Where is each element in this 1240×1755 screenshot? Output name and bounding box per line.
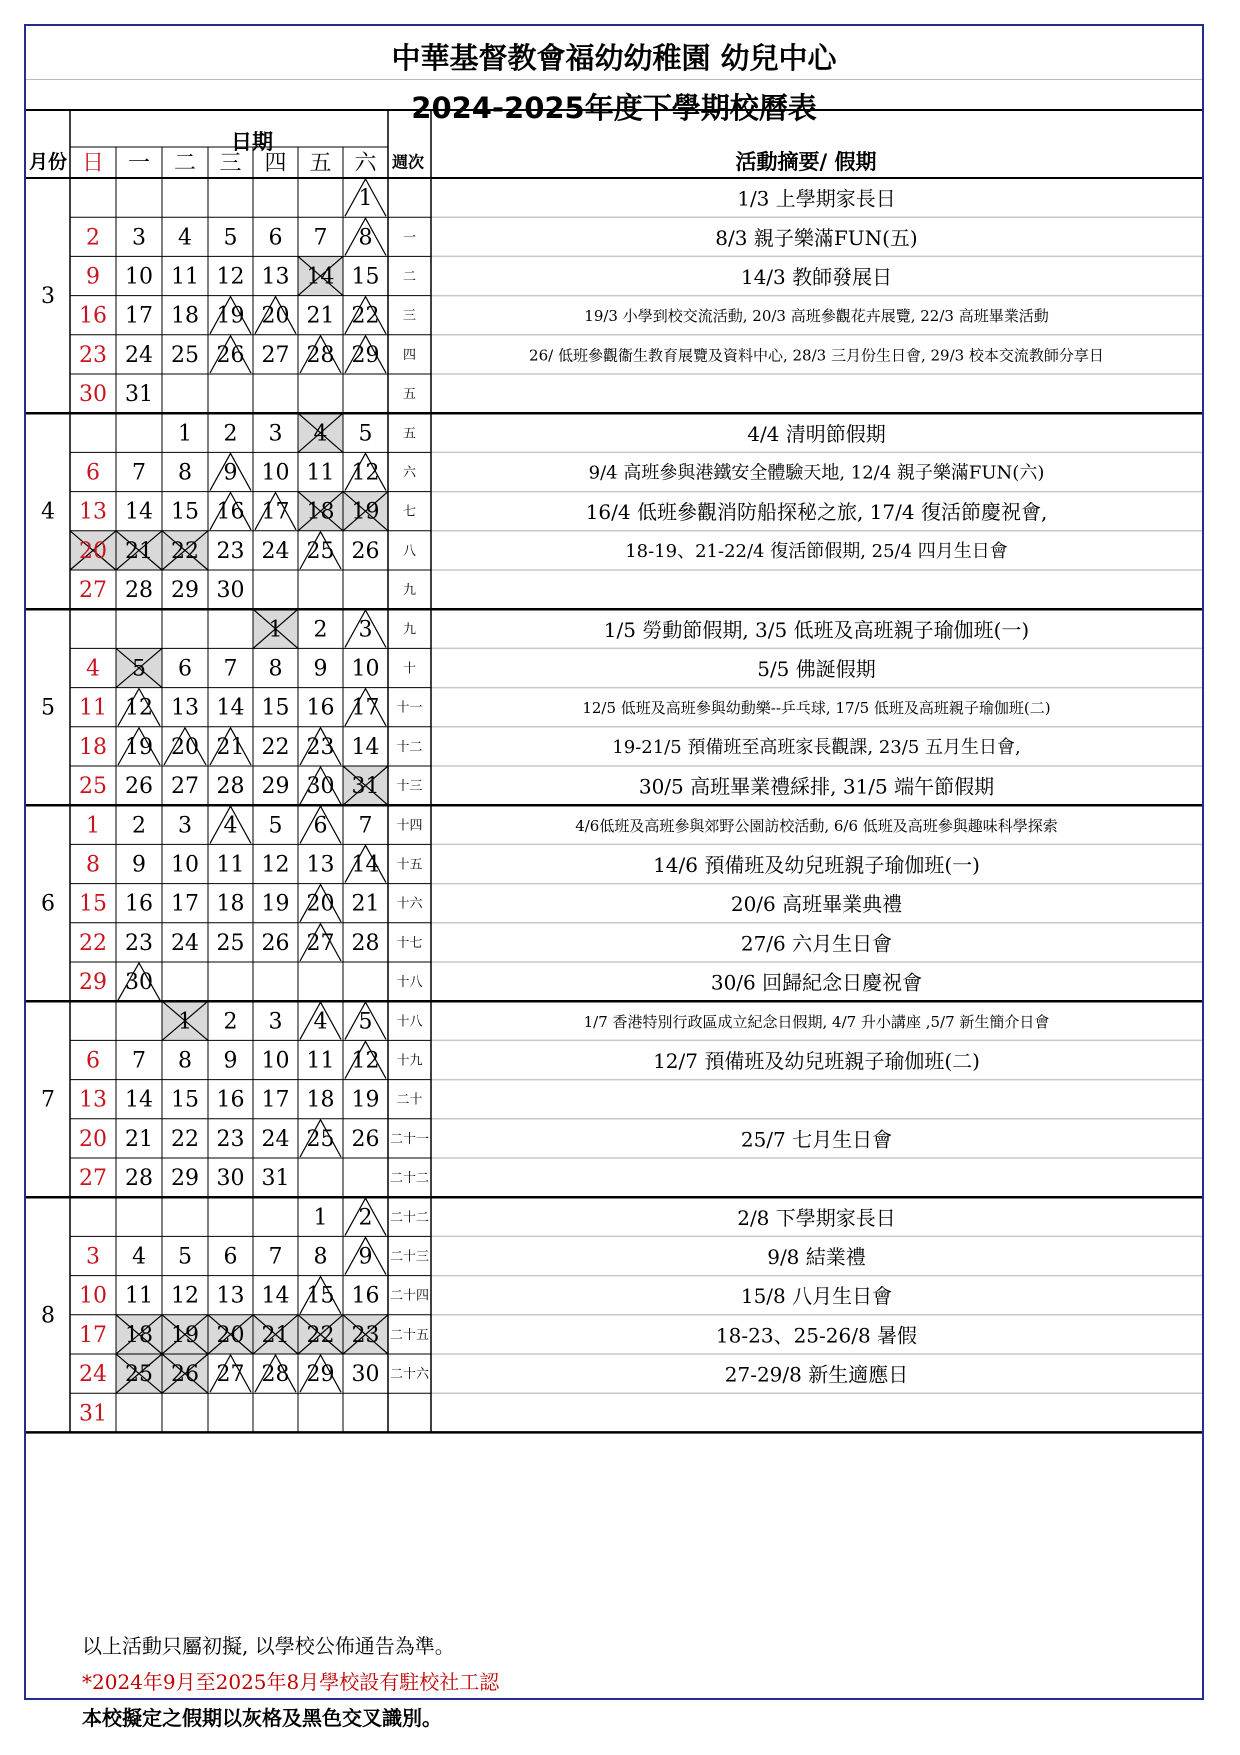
day-number: 6 (313, 813, 328, 839)
day-number: 15 (306, 1283, 335, 1309)
week-number: 十七 (396, 935, 423, 951)
week-number: 二十五 (389, 1327, 430, 1343)
day-number: 13 (306, 852, 335, 878)
day-number: 24 (261, 1126, 290, 1152)
day-number: 21 (125, 538, 153, 564)
day-number: 1 (178, 1009, 192, 1035)
day-number: 10 (171, 852, 199, 878)
day-number: 16 (216, 499, 245, 525)
day-number: 8 (358, 225, 373, 251)
day-number: 9 (86, 264, 100, 290)
day-number: 16 (125, 891, 153, 917)
day-number: 8 (86, 852, 100, 878)
note-line-2: *2024年9月至2025年8月學校設有駐校社工認 (82, 1670, 500, 1694)
day-number: 17 (171, 891, 199, 917)
day-number: 26 (351, 1126, 380, 1152)
day-number: 9 (223, 1048, 238, 1074)
day-number: 2 (132, 813, 146, 839)
day-number: 29 (171, 578, 199, 604)
day-number: 1 (268, 617, 283, 643)
weekday-label: 六 (354, 151, 377, 176)
day-number: 6 (178, 656, 192, 682)
week-number: 十六 (396, 896, 423, 912)
day-number: 25 (306, 1126, 335, 1152)
day-number: 2 (223, 421, 238, 447)
day-number: 18 (306, 1087, 335, 1113)
day-number: 3 (86, 1244, 100, 1270)
day-number: 17 (261, 1087, 290, 1113)
day-number: 31 (79, 1401, 107, 1427)
day-number: 18 (171, 303, 199, 329)
activity-text: 9/4 高班參與港鐵安全體驗天地, 12/4 親子樂滿FUN(六) (588, 462, 1045, 484)
day-number: 30 (125, 970, 153, 996)
weekday-label: 二 (173, 151, 197, 176)
day-number: 20 (79, 1126, 107, 1152)
day-number: 11 (125, 1283, 153, 1309)
day-number: 20 (261, 303, 290, 329)
month-label: 8 (41, 1303, 55, 1329)
day-number: 16 (351, 1283, 380, 1309)
school-title: 中華基督教會福幼幼稚園 幼兒中心 (391, 41, 837, 75)
day-number: 18 (125, 1322, 153, 1348)
day-number: 17 (261, 499, 290, 525)
day-number: 18 (306, 499, 335, 525)
activity-text: 20/6 高班畢業典禮 (730, 892, 903, 917)
weekday-label: 四 (264, 151, 287, 176)
header-date: 日期 (231, 130, 273, 154)
day-number: 15 (171, 499, 199, 525)
day-number: 3 (358, 617, 373, 643)
day-number: 26 (171, 1362, 199, 1388)
activity-text: 30/6 回歸紀念日慶祝會 (710, 970, 923, 995)
day-number: 29 (171, 1166, 199, 1192)
day-number: 24 (125, 342, 153, 368)
week-number: 十 (402, 661, 417, 677)
day-number: 28 (125, 1166, 153, 1192)
week-number: 八 (402, 543, 417, 559)
activity-text: 26/ 低班參觀衞生教育展覽及資料中心, 28/3 三月份生日會, 29/3 校本交流教師分享日 (529, 346, 1104, 365)
day-number: 23 (306, 734, 335, 760)
day-number: 25 (171, 342, 199, 368)
day-number: 26 (125, 774, 153, 800)
day-number: 1 (178, 421, 192, 447)
day-number: 22 (261, 734, 290, 760)
day-number: 26 (216, 342, 245, 368)
day-number: 7 (268, 1244, 283, 1270)
note-line-3: 本校擬定之假期以灰格及黑色交叉識別。 (82, 1706, 442, 1730)
week-number: 十四 (396, 818, 423, 834)
day-number: 27 (261, 342, 290, 368)
day-number: 29 (79, 970, 107, 996)
day-number: 23 (216, 538, 245, 564)
day-number: 11 (216, 852, 245, 878)
day-number: 19 (171, 1322, 199, 1348)
day-number: 5 (132, 656, 146, 682)
day-number: 30 (306, 774, 335, 800)
day-number: 21 (306, 303, 335, 329)
day-number: 17 (351, 695, 380, 721)
week-number: 二十 (396, 1092, 423, 1108)
day-number: 16 (306, 695, 335, 721)
day-number: 31 (125, 382, 153, 408)
day-number: 21 (261, 1322, 290, 1348)
weekday-label: 一 (127, 151, 151, 176)
day-number: 14 (125, 1087, 153, 1113)
day-number: 13 (216, 1283, 245, 1309)
week-number: 二 (402, 269, 417, 285)
day-number: 1 (86, 813, 100, 839)
day-number: 13 (79, 1087, 107, 1113)
activity-text: 9/8 結業禮 (767, 1245, 866, 1269)
week-number: 二十四 (389, 1288, 430, 1304)
day-number: 5 (178, 1244, 192, 1270)
day-number: 22 (79, 930, 107, 956)
day-number: 9 (132, 852, 146, 878)
day-number: 23 (216, 1126, 245, 1152)
day-number: 15 (261, 695, 290, 721)
day-number: 20 (79, 538, 107, 564)
day-number: 18 (79, 734, 107, 760)
week-number: 十九 (396, 1053, 423, 1069)
day-number: 5 (358, 421, 373, 447)
day-number: 24 (261, 538, 290, 564)
day-number: 8 (268, 656, 283, 682)
day-number: 28 (261, 1362, 290, 1388)
day-number: 29 (261, 774, 290, 800)
day-number: 4 (223, 813, 238, 839)
day-number: 14 (351, 734, 380, 760)
activity-text: 19-21/5 預備班至高班家長觀課, 23/5 五月生日會, (612, 736, 1021, 758)
activity-text: 19/3 小學到校交流活動, 20/3 高班參觀花卉展覽, 22/3 高班畢業活動 (584, 307, 1049, 326)
day-number: 31 (351, 774, 380, 800)
day-number: 4 (313, 1009, 328, 1035)
week-number: 二十二 (389, 1171, 430, 1187)
day-number: 14 (261, 1283, 290, 1309)
week-number: 十八 (396, 1014, 423, 1030)
day-number: 14 (216, 695, 245, 721)
day-number: 28 (351, 930, 380, 956)
week-number: 六 (402, 465, 417, 481)
day-number: 7 (223, 656, 238, 682)
header-week: 週次 (391, 152, 425, 172)
calendar-table (26, 26, 1202, 1606)
day-number: 6 (268, 225, 283, 251)
header-month: 月份 (28, 151, 68, 173)
weekday-label: 日 (81, 151, 105, 176)
week-number: 九 (402, 583, 417, 599)
day-number: 5 (223, 225, 238, 251)
day-number: 25 (125, 1362, 153, 1388)
activity-text: 1/7 香港特別行政區成立紀念日假期, 4/7 升小講座 ,5/7 新生簡介日會 (583, 1012, 1050, 1031)
day-number: 11 (306, 460, 335, 486)
week-number: 十三 (396, 779, 423, 795)
day-number: 22 (306, 1322, 335, 1348)
day-number: 25 (306, 538, 335, 564)
day-number: 3 (268, 1009, 283, 1035)
day-number: 27 (79, 578, 107, 604)
day-number: 12 (351, 1048, 380, 1074)
activity-text: 5/5 佛誕假期 (757, 657, 876, 681)
day-number: 14 (125, 499, 153, 525)
day-number: 28 (125, 578, 153, 604)
day-number: 4 (132, 1244, 146, 1270)
activity-text: 1/5 勞動節假期, 3/5 低班及高班親子瑜伽班(一) (603, 617, 1030, 642)
day-number: 25 (216, 930, 245, 956)
day-number: 1 (358, 186, 373, 212)
week-number: 五 (402, 426, 417, 442)
day-number: 22 (171, 538, 199, 564)
day-number: 10 (261, 1048, 290, 1074)
activity-text: 27-29/8 新生適應日 (724, 1362, 909, 1387)
month-label: 4 (41, 499, 55, 525)
day-number: 11 (306, 1048, 335, 1074)
day-number: 3 (268, 421, 283, 447)
day-number: 3 (178, 813, 192, 839)
day-number: 26 (351, 538, 380, 564)
day-number: 7 (358, 813, 373, 839)
activity-text: 1/3 上學期家長日 (737, 186, 896, 211)
day-number: 19 (351, 1087, 380, 1113)
week-number: 七 (402, 504, 417, 520)
day-number: 10 (261, 460, 290, 486)
day-number: 7 (132, 460, 146, 486)
activity-text: 4/6低班及高班參與郊野公園訪校活動, 6/6 低班及高班參與趣味科學探索 (575, 816, 1058, 835)
day-number: 15 (171, 1087, 199, 1113)
day-number: 20 (171, 734, 199, 760)
activity-text: 25/7 七月生日會 (740, 1127, 893, 1152)
day-number: 19 (125, 734, 153, 760)
day-number: 6 (86, 1048, 100, 1074)
day-number: 5 (358, 1009, 373, 1035)
month-label: 3 (41, 284, 55, 310)
day-number: 23 (125, 930, 153, 956)
activity-text: 16/4 低班參觀消防船探秘之旅, 17/4 復活節慶祝會, (585, 500, 1048, 525)
month-label: 5 (41, 695, 55, 721)
day-number: 30 (216, 578, 245, 604)
weekday-label: 五 (309, 151, 332, 176)
day-number: 22 (171, 1126, 199, 1152)
activity-text: 14/3 教師發展日 (740, 265, 893, 289)
day-number: 12 (351, 460, 380, 486)
day-number: 12 (216, 264, 245, 290)
week-number: 二十三 (389, 1249, 430, 1265)
calendar-frame (24, 24, 1204, 1730)
day-number: 19 (216, 303, 245, 329)
day-number: 19 (261, 891, 290, 917)
activity-text: 15/8 八月生日會 (740, 1284, 893, 1309)
day-number: 4 (313, 421, 328, 447)
day-number: 12 (125, 695, 153, 721)
activity-text: 4/4 清明節假期 (747, 421, 886, 446)
month-label: 7 (41, 1087, 55, 1113)
day-number: 27 (306, 930, 335, 956)
day-number: 6 (86, 460, 100, 486)
week-number: 四 (402, 347, 417, 363)
day-number: 2 (358, 1205, 373, 1231)
day-number: 18 (216, 891, 245, 917)
day-number: 30 (216, 1166, 245, 1192)
activity-text: 2/8 下學期家長日 (737, 1205, 896, 1230)
week-number: 十二 (396, 739, 423, 755)
day-number: 29 (351, 342, 380, 368)
day-number: 24 (171, 930, 199, 956)
day-number: 30 (79, 382, 107, 408)
month-label: 6 (41, 891, 55, 917)
weekday-header (82, 151, 378, 176)
day-number: 21 (125, 1126, 153, 1152)
activity-text: 27/6 六月生日會 (740, 931, 893, 956)
day-number: 20 (216, 1322, 245, 1348)
day-number: 10 (351, 656, 380, 682)
day-number: 22 (351, 303, 380, 329)
day-number: 15 (351, 264, 380, 290)
week-number: 二十六 (389, 1367, 430, 1383)
day-number: 8 (178, 1048, 192, 1074)
day-number: 13 (79, 499, 107, 525)
day-number: 21 (216, 734, 245, 760)
day-number: 15 (79, 891, 107, 917)
day-number: 16 (79, 303, 107, 329)
week-number: 十八 (396, 975, 423, 991)
day-number: 9 (358, 1244, 373, 1270)
day-number: 2 (223, 1009, 238, 1035)
day-number: 13 (171, 695, 199, 721)
day-number: 9 (223, 460, 238, 486)
weekday-label: 三 (219, 151, 242, 176)
day-number: 23 (351, 1322, 380, 1348)
day-number: 20 (306, 891, 335, 917)
week-number: 十五 (396, 857, 423, 873)
day-number: 29 (306, 1362, 335, 1388)
day-number: 7 (313, 225, 328, 251)
day-number: 19 (351, 499, 380, 525)
day-number: 11 (79, 695, 107, 721)
day-number: 26 (261, 930, 290, 956)
day-number: 2 (313, 617, 328, 643)
day-number: 9 (313, 656, 328, 682)
day-number: 17 (79, 1322, 107, 1348)
activity-text: 18-23、25-26/8 暑假 (715, 1323, 918, 1348)
week-number: 十一 (396, 700, 423, 716)
day-number: 27 (216, 1362, 245, 1388)
day-number: 31 (261, 1166, 290, 1192)
day-number: 10 (125, 264, 153, 290)
week-number: 三 (402, 308, 417, 324)
day-number: 6 (223, 1244, 238, 1270)
activity-text: 30/5 高班畢業禮綵排, 31/5 端午節假期 (638, 774, 995, 799)
week-number: 二十二 (389, 1210, 430, 1226)
day-number: 7 (132, 1048, 146, 1074)
day-number: 25 (79, 774, 107, 800)
week-number: 二十一 (389, 1131, 430, 1147)
day-number: 28 (216, 774, 245, 800)
day-number: 21 (351, 891, 380, 917)
note-line-1: 以上活動只屬初擬, 以學校公佈通告為準。 (82, 1634, 455, 1658)
day-number: 11 (171, 264, 199, 290)
calendar-subtitle: 2024-2025年度下學期校曆表 (411, 91, 817, 125)
day-number: 8 (178, 460, 192, 486)
day-number: 23 (79, 342, 107, 368)
day-number: 2 (86, 225, 100, 251)
day-number: 27 (171, 774, 199, 800)
day-number: 13 (261, 264, 290, 290)
day-number: 14 (351, 852, 380, 878)
calendar-grid (41, 179, 1104, 1426)
day-number: 28 (306, 342, 335, 368)
header-activity: 活動摘要/ 假期 (735, 150, 877, 174)
activity-text: 8/3 親子樂滿FUN(五) (715, 225, 918, 250)
activity-text: 14/6 預備班及幼兒班親子瑜伽班(一) (653, 853, 980, 877)
day-number: 3 (132, 225, 146, 251)
day-number: 17 (125, 303, 153, 329)
activity-text: 12/5 低班及高班參與幼動樂--乒乓球, 17/5 低班及高班親子瑜伽班(二) (582, 699, 1051, 718)
week-number: 一 (402, 230, 417, 246)
day-number: 4 (86, 656, 100, 682)
day-number: 10 (79, 1283, 107, 1309)
footnotes (82, 1628, 499, 1736)
day-number: 24 (79, 1362, 107, 1388)
week-number: 五 (402, 387, 417, 403)
day-number: 4 (178, 225, 192, 251)
activity-text: 18-19、21-22/4 復活節假期, 25/4 四月生日會 (625, 540, 1008, 562)
day-number: 12 (171, 1283, 199, 1309)
day-number: 14 (306, 264, 335, 290)
day-number: 5 (268, 813, 283, 839)
week-number: 九 (402, 622, 417, 638)
day-number: 16 (216, 1087, 245, 1113)
day-number: 12 (261, 852, 290, 878)
day-number: 8 (313, 1244, 328, 1270)
day-number: 30 (351, 1362, 380, 1388)
day-number: 1 (313, 1205, 328, 1231)
day-number: 27 (79, 1166, 107, 1192)
activity-text: 12/7 預備班及幼兒班親子瑜伽班(二) (653, 1049, 980, 1073)
